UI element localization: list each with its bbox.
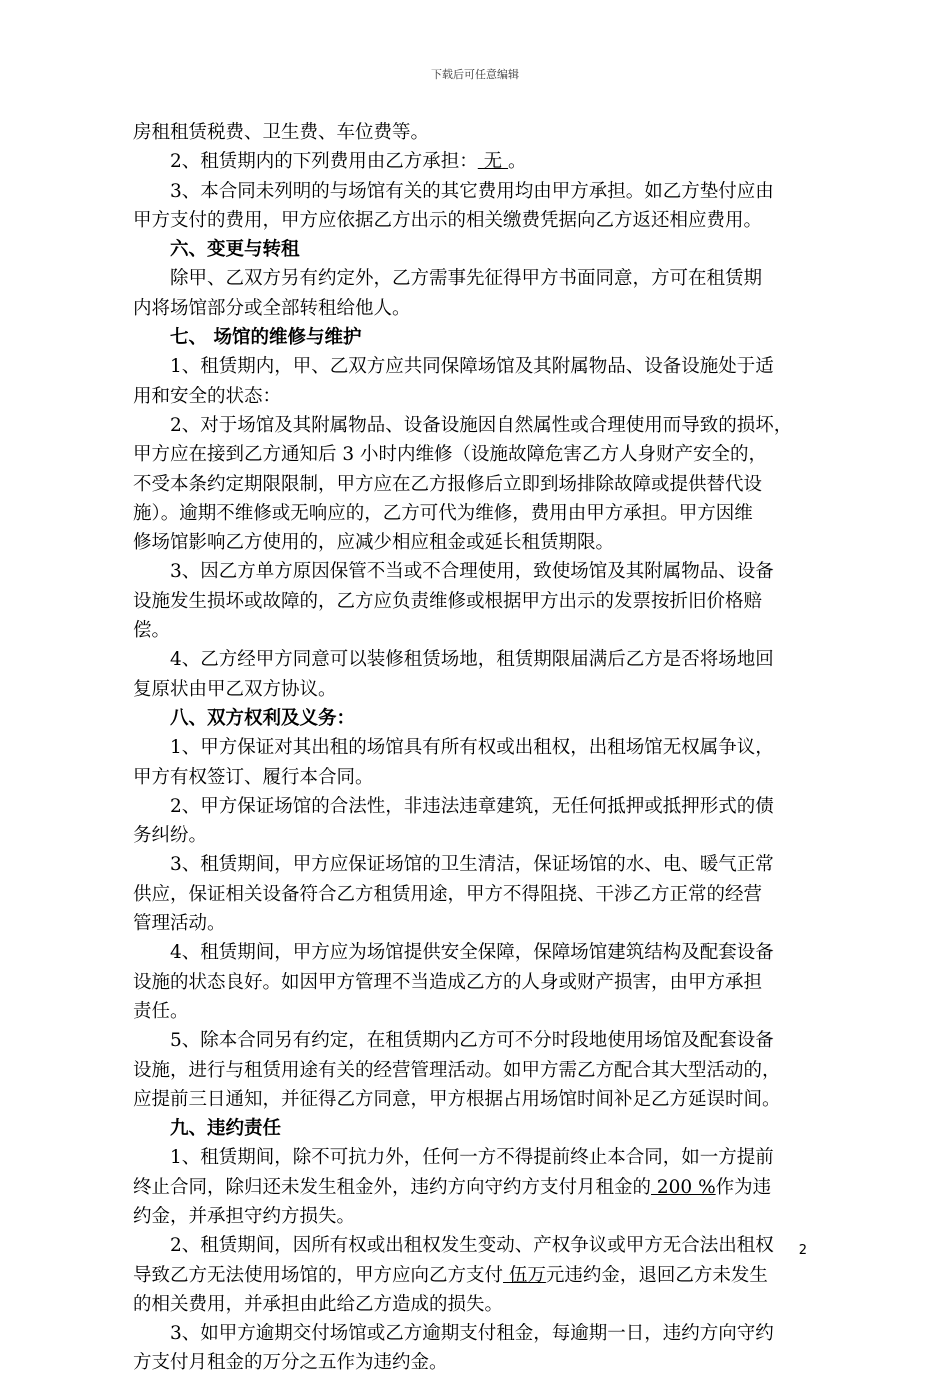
text-line: 4、租赁期间，甲方应为场馆提供安全保障，保障场馆建筑结构及配套设备 bbox=[170, 942, 774, 964]
text-line: 3、租赁期间，甲方应保证场馆的卫生清洁，保证场馆的水、电、暖气正常 bbox=[170, 854, 774, 876]
text-segment: 2、租赁期内的下列费用由乙方承担： bbox=[170, 151, 478, 173]
section-heading: 六、变更与转租 bbox=[170, 239, 300, 261]
text-line: 的相关费用，并承担由此给乙方造成的损失。 bbox=[133, 1293, 504, 1315]
text-line: 设施的状态良好。如因甲方管理不当造成乙方的人身或财产损害，由甲方承担 bbox=[133, 971, 763, 993]
text-line: 不受本条约定期限限制，甲方应在乙方报修后立即到场排除故障或提供替代设 bbox=[133, 473, 763, 495]
page-number: 2 bbox=[798, 1243, 807, 1258]
text-line: 责任。 bbox=[133, 1000, 189, 1022]
text-line: 1、甲方保证对其出租的场馆具有所有权或出租权，出租场馆无权属争议， bbox=[170, 737, 774, 759]
text-line: 3、本合同未列明的与场馆有关的其它费用均由甲方承担。如乙方垫付应由 bbox=[170, 180, 774, 202]
text-segment: 。 bbox=[508, 151, 527, 173]
text-line: 偿。 bbox=[133, 620, 171, 642]
filled-blank: 无 bbox=[477, 151, 509, 173]
text-line: 设施发生损坏或故障的，乙方应负责维修或根据甲方出示的发票按折旧价格赔 bbox=[133, 590, 763, 612]
text-line: 管理活动。 bbox=[133, 913, 226, 935]
text-line bbox=[133, 1173, 823, 1202]
text-line: 约金，并承担守约方损失。 bbox=[133, 1205, 356, 1227]
text-line: 2、租赁期间，因所有权或出租权发生变动、产权争议或甲方无合法出租权 bbox=[170, 1235, 774, 1257]
text-segment: 作为违 bbox=[715, 1176, 772, 1198]
text-segment: 终止合同，除归还未发生租金外，违约方向守约方支付月租金的 bbox=[133, 1176, 652, 1198]
text-segment: 元违约金，退回乙方未发生 bbox=[545, 1264, 768, 1286]
filled-blank: 200 % bbox=[651, 1176, 716, 1198]
section-heading: 八、双方权利及义务： bbox=[170, 707, 356, 729]
text-line: 2、对于场馆及其附属物品、设备设施因自然属性或合理使用而导致的损坏， bbox=[170, 414, 793, 436]
text-line: 修场馆影响乙方使用的，应减少相应租金或延长租赁期限。 bbox=[133, 532, 615, 554]
text-line: 应提前三日通知，并征得乙方同意，甲方根据占用场馆时间补足乙方延误时间。 bbox=[133, 1088, 781, 1110]
text-line: 务纠纷。 bbox=[133, 825, 208, 847]
text-line: 施）。逾期不维修或无响应的，乙方可代为维修，费用由甲方承担。甲方因维 bbox=[133, 502, 753, 524]
text-line: 甲方有权签订、履行本合同。 bbox=[133, 766, 374, 788]
section-heading: 九、违约责任 bbox=[170, 1118, 282, 1140]
text-line: 5、除本合同另有约定，在租赁期内乙方可不分时段地使用场馆及配套设备 bbox=[170, 1030, 774, 1052]
document-body bbox=[133, 118, 823, 1378]
section-heading: 七、 场馆的维修与维护 bbox=[170, 327, 362, 349]
text-line: 复原状由甲乙双方协议。 bbox=[133, 678, 337, 700]
text-segment: 导致乙方无法使用场馆的，甲方应向乙方支付 bbox=[133, 1264, 504, 1286]
text-line: 甲方应在接到乙方通知后 3 小时内维修（设施故障危害乙方人身财产安全的， bbox=[133, 444, 768, 466]
text-line: 设施，进行与租赁用途有关的经营管理活动。如甲方需乙方配合其大型活动的， bbox=[133, 1059, 781, 1081]
text-line: 3、如甲方逾期交付场馆或乙方逾期支付租金，每逾期一日，违约方向守约 bbox=[170, 1323, 774, 1345]
text-line: 1、租赁期内，甲、乙双方应共同保障场馆及其附属物品、设备设施处于适 bbox=[170, 356, 774, 378]
text-line: 3、因乙方单方原因保管不当或不合理使用，致使场馆及其附属物品、设备 bbox=[170, 561, 774, 583]
text-line: 1、租赁期间，除不可抗力外，任何一方不得提前终止本合同，如一方提前 bbox=[170, 1147, 774, 1169]
page-header: 下载后可任意编辑 bbox=[431, 68, 519, 81]
text-line: 内将场馆部分或全部转租给他人。 bbox=[133, 297, 411, 319]
text-line: 供应，保证相关设备符合乙方租赁用途，甲方不得阻挠、干涉乙方正常的经营 bbox=[133, 883, 763, 905]
text-line: 房租租赁税费、卫生费、车位费等。 bbox=[133, 122, 430, 143]
text-line bbox=[133, 147, 823, 176]
text-line: 2、甲方保证场馆的合法性，非违法违章建筑，无任何抵押或抵押形式的债 bbox=[170, 795, 774, 817]
filled-blank: 伍万 bbox=[503, 1264, 546, 1286]
text-line: 甲方支付的费用，甲方应依据乙方出示的相关缴费凭据向乙方返还相应费用。 bbox=[133, 209, 763, 231]
text-line bbox=[133, 1261, 823, 1290]
text-line: 方支付月租金的万分之五作为违约金。 bbox=[133, 1352, 448, 1374]
text-line: 除甲、乙双方另有约定外，乙方需事先征得甲方书面同意，方可在租赁期 bbox=[170, 268, 763, 290]
text-line: 用和安全的状态： bbox=[133, 385, 282, 407]
text-line: 4、乙方经甲方同意可以装修租赁场地，租赁期限届满后乙方是否将场地回 bbox=[170, 649, 774, 671]
